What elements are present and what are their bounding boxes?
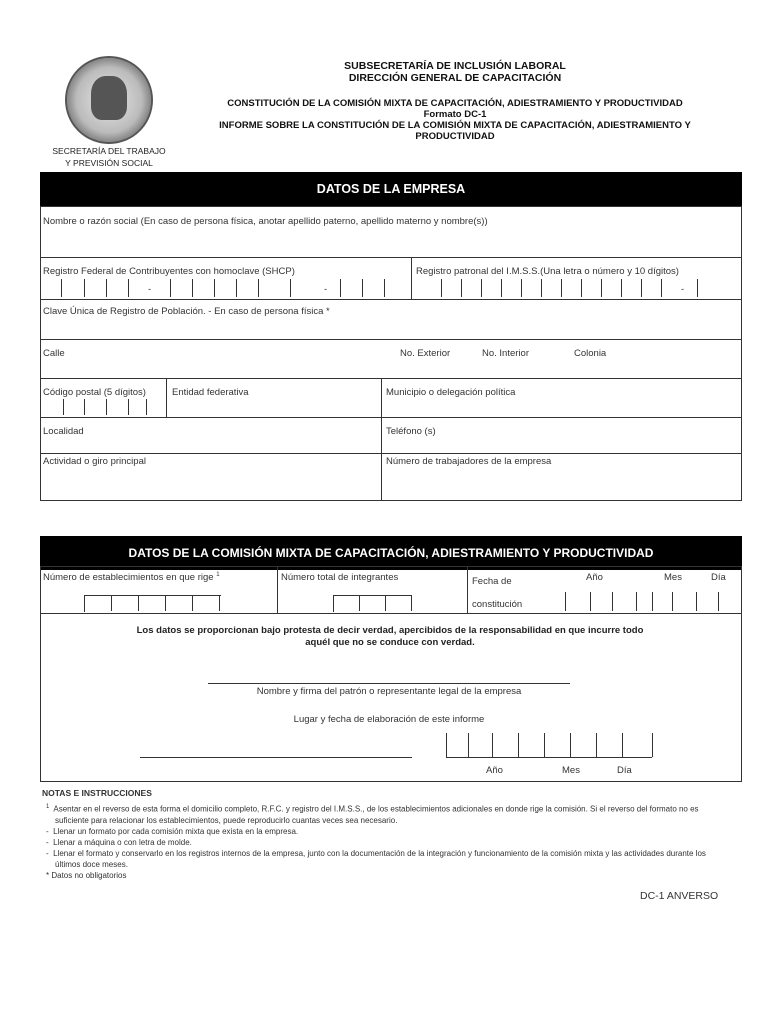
header-block-1 bbox=[190, 60, 720, 84]
lugar-input[interactable] bbox=[140, 738, 412, 756]
logo-text-1: SECRETARÍA DEL TRABAJO bbox=[52, 146, 166, 156]
no-exterior-field[interactable]: No. Exterior bbox=[400, 348, 451, 359]
header-productividad: PRODUCTIVIDAD bbox=[415, 131, 495, 142]
establecimientos-note-mark: 1 bbox=[216, 572, 220, 578]
nota-3-mark: - bbox=[46, 837, 49, 847]
protesta-line-1: Los datos se proporcionan bajo protesta de decir verdad, apercibidos de la responsabilidad en que incurre todo bbox=[136, 625, 644, 636]
nota-4-text-b: últimos doce meses. bbox=[55, 859, 128, 869]
section-title-comision: DATOS DE LA COMISIÓN MIXTA DE CAPACITACIÓN, ADIESTRAMIENTO Y PRODUCTIVIDAD bbox=[40, 536, 742, 570]
rfc-dash-2: - bbox=[324, 284, 328, 295]
logo-text-2: Y PREVISIÓN SOCIAL bbox=[65, 158, 153, 168]
imss-cell-divider bbox=[461, 279, 462, 297]
elaboracion-anio-label: Año bbox=[486, 765, 503, 776]
header-constitucion: CONSTITUCIÓN DE LA COMISIÓN MIXTA DE CAPACITACIÓN, ADIESTRAMIENTO Y PRODUCTIVIDAD bbox=[227, 98, 683, 109]
imss-cell-divider bbox=[697, 279, 698, 297]
nota-5: * Datos no obligatorios bbox=[46, 870, 127, 880]
imss-cell-divider bbox=[521, 279, 522, 297]
imss-cell-divider bbox=[481, 279, 482, 297]
notas-list bbox=[46, 802, 736, 881]
nota-2 bbox=[46, 826, 736, 837]
nota-4 bbox=[46, 848, 736, 859]
imss-cell-divider bbox=[541, 279, 542, 297]
anio-label: Año bbox=[586, 572, 603, 583]
constitucion-label: constitución bbox=[472, 599, 523, 610]
imss-cell-divider bbox=[501, 279, 502, 297]
cp-cell-divider bbox=[63, 399, 64, 415]
localidad-field[interactable]: Localidad bbox=[43, 426, 84, 437]
cp-cell-divider bbox=[106, 399, 107, 415]
header-informe: INFORME SOBRE LA CONSTITUCIÓN DE LA COMISIÓN MIXTA DE CAPACITACIÓN, ADIESTRAMIENTO Y bbox=[219, 120, 691, 131]
rfc-cell-divider bbox=[258, 279, 259, 297]
lugar-fecha-label: Lugar y fecha de elaboración de este informe bbox=[293, 714, 485, 725]
section-title-empresa: DATOS DE LA EMPRESA bbox=[40, 172, 742, 206]
actividad-field[interactable]: Actividad o giro principal bbox=[43, 456, 146, 467]
header-subsecretaria: SUBSECRETARÍA DE INCLUSIÓN LABORAL bbox=[344, 60, 566, 72]
header-direccion: DIRECCIÓN GENERAL DE CAPACITACIÓN bbox=[348, 72, 562, 84]
rfc-field[interactable]: Registro Federal de Contribuyentes con homoclave (SHCP) bbox=[43, 266, 295, 277]
rfc-cell-divider bbox=[192, 279, 193, 297]
rfc-cell-divider bbox=[340, 279, 341, 297]
imss-field[interactable]: Registro patronal del I.M.S.S.(Una letra o número y 10 dígitos) bbox=[416, 266, 679, 277]
nota-2-mark: - bbox=[46, 826, 49, 836]
header-formato: Formato DC-1 bbox=[423, 109, 487, 120]
trabajadores-field[interactable]: Número de trabajadores de la empresa bbox=[386, 456, 552, 467]
nota-1 bbox=[46, 802, 736, 815]
cp-field[interactable]: Código postal (5 dígitos) bbox=[43, 387, 146, 398]
integrantes-cells[interactable] bbox=[333, 595, 412, 612]
rfc-cell-divider bbox=[362, 279, 363, 297]
nota-3 bbox=[46, 837, 736, 848]
rfc-cell-divider bbox=[61, 279, 62, 297]
elaboracion-dia-label: Día bbox=[617, 765, 632, 776]
rfc-cell-divider bbox=[128, 279, 129, 297]
establecimientos-cells[interactable] bbox=[84, 595, 221, 612]
mes-label: Mes bbox=[664, 572, 682, 583]
rfc-cell-divider bbox=[106, 279, 107, 297]
rfc-cell-divider bbox=[384, 279, 385, 297]
calle-field[interactable]: Calle bbox=[43, 348, 65, 359]
declaracion-protesta bbox=[110, 625, 670, 649]
nota-1-text-b: suficiente para relacionar los establecimientos, puede reproducirlo cuantas veces sea necesario. bbox=[55, 815, 398, 825]
cp-cell-divider bbox=[146, 399, 147, 415]
stps-logo bbox=[48, 56, 170, 168]
firma-signature-line[interactable]: Nombre y firma del patrón o representante legal de la empresa bbox=[256, 686, 522, 697]
cp-cell-divider bbox=[128, 399, 129, 415]
establecimientos-field[interactable] bbox=[43, 572, 220, 583]
elaboracion-mes-label: Mes bbox=[562, 765, 580, 776]
imss-dash: - bbox=[681, 284, 685, 295]
imss-cell-divider bbox=[661, 279, 662, 297]
integrantes-field[interactable]: Número total de integrantes bbox=[281, 572, 399, 583]
rfc-dash: - bbox=[148, 284, 152, 295]
footer-code: DC-1 ANVERSO bbox=[640, 890, 719, 902]
colonia-field[interactable]: Colonia bbox=[574, 348, 607, 359]
header-block-2 bbox=[190, 98, 720, 142]
notas-title: NOTAS E INSTRUCCIONES bbox=[42, 788, 152, 798]
establecimientos-label: Número de establecimientos en que rige bbox=[43, 572, 214, 584]
imss-cell-divider bbox=[621, 279, 622, 297]
no-interior-field[interactable]: No. Interior bbox=[482, 348, 529, 359]
dia-label: Día bbox=[711, 572, 726, 583]
cp-cell-divider bbox=[84, 399, 85, 415]
entidad-field[interactable]: Entidad federativa bbox=[172, 387, 249, 398]
nota-4-mark: - bbox=[46, 848, 49, 858]
national-seal-icon bbox=[65, 56, 153, 144]
imss-cell-divider bbox=[441, 279, 442, 297]
nota-2-text: Llenar un formato por cada comisión mixta que exista en la empresa. bbox=[53, 826, 299, 836]
telefono-field[interactable]: Teléfono (s) bbox=[386, 426, 436, 437]
nota-3-text: Llenar a máquina o con letra de molde. bbox=[53, 837, 192, 847]
imss-cell-divider bbox=[601, 279, 602, 297]
curp-field[interactable]: Clave Única de Registro de Población. - En caso de persona física * bbox=[43, 306, 330, 317]
rfc-cell-divider bbox=[170, 279, 171, 297]
nota-1-mark: 1 bbox=[46, 804, 50, 810]
rfc-cell-divider bbox=[236, 279, 237, 297]
nota-4-text-a: Llenar el formato y conservarlo en los registros internos de la empresa, junto con la documentación de la integración y funcionamiento de la comisión mixta y las actividades durante los bbox=[53, 848, 706, 858]
imss-cell-divider bbox=[581, 279, 582, 297]
nota-1-text-a: Asentar en el reverso de esta forma el domicilio completo, R.F.C. y registro del I.M.S.S., de los establecimientos adicionales en donde rige la comisión. Si el reverso del formato no es bbox=[53, 804, 699, 814]
fecha-de-label: Fecha de bbox=[472, 576, 512, 587]
rfc-cell-divider bbox=[84, 279, 85, 297]
rfc-cell-divider bbox=[290, 279, 291, 297]
rfc-cell-divider bbox=[214, 279, 215, 297]
municipio-field[interactable]: Municipio o delegación política bbox=[386, 387, 516, 398]
imss-cell-divider bbox=[641, 279, 642, 297]
nombre-field[interactable]: Nombre o razón social (En caso de persona física, anotar apellido paterno, apellido materno y nombre(s)) bbox=[43, 216, 488, 227]
protesta-line-2: aquél que no se conduce con verdad. bbox=[305, 637, 475, 648]
imss-cell-divider bbox=[561, 279, 562, 297]
